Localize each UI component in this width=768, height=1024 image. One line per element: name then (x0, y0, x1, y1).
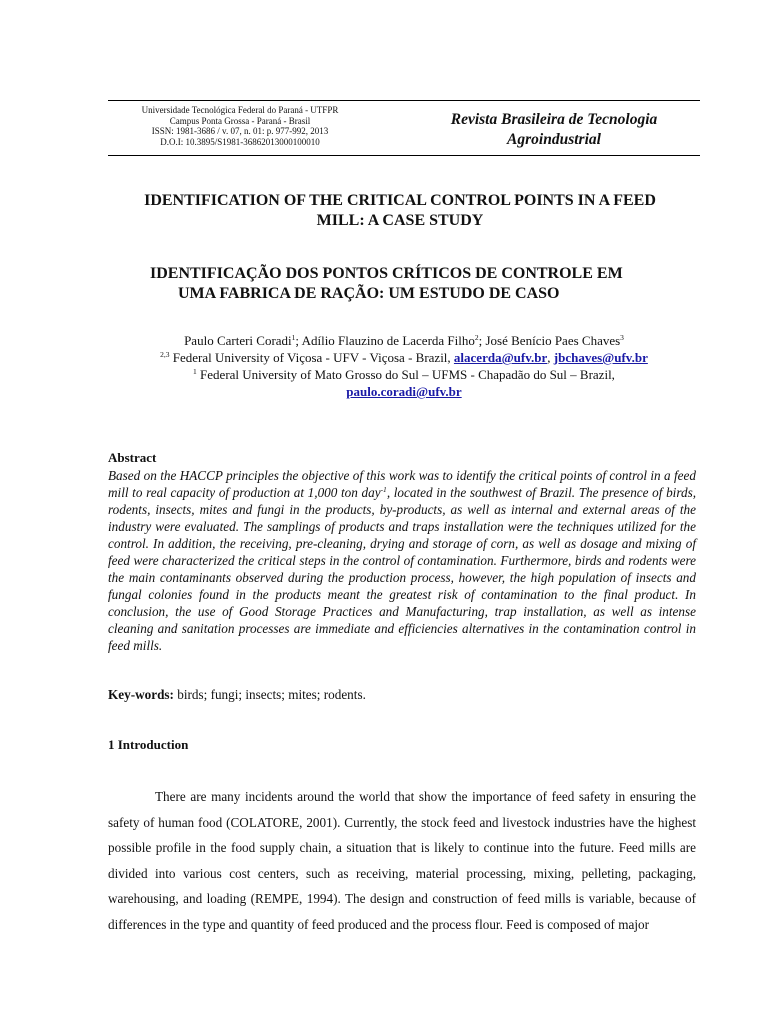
keywords-label: Key-words: (108, 687, 174, 702)
title-line2: MILL: A CASE STUDY (316, 212, 484, 229)
email-link[interactable]: alacerda@ufv.br (453, 350, 548, 365)
abstract-text-part2: , located in the southwest of Brazil. The presence of birds, rodents, insects, mites and fungi in the products, by-products, as well as internal and external areas of the industry were evaluated. The samplings of products and traps installation were the techniques utilized for the control. In addition, the receiving, pre-cleaning, drying and storage of corn, as well as dosage and mixing of feed were characterized the critical steps in the control of contamination. Furthermore, birds and rodents were the main contaminants observed during the production process, however, the high population of insects and fungal colonies found in the products meant the greatest risk of contamination to the final product. In conclusion, the use of Good Storage Practices and Manufacturing, trap installation, as well as intense cleaning and sanitation processes are immediate and efficiencies alternatives in the contamination control in feed mills. (108, 485, 696, 653)
affiliation-ufms (108, 366, 700, 383)
header-campus: Campus Ponta Grossa - Paraná - Brasil (169, 115, 311, 126)
affiliation-ufv (108, 349, 700, 366)
author-affiliation-mark: 1 (291, 333, 296, 342)
affiliation-text: Federal University of Mato Grosso do Sul – UFMS - Chapadão do Sul – Brazil, (196, 367, 615, 382)
header-publication-info (108, 105, 372, 147)
journal-name-line2: Agroindustrial (507, 131, 601, 148)
email-link[interactable]: paulo.coradi@ufv.br (346, 384, 462, 399)
abstract-text (108, 467, 696, 654)
journal-name (408, 110, 700, 150)
abstract-text-part1: Based on the HACCP principles the objective of this work was to identify the critical points of control in a feed mill to real capacity of production at 1,000 ton day (108, 468, 696, 500)
author-affiliation-mark: 3 (620, 333, 624, 342)
affiliation-separator: , (547, 350, 554, 365)
section-heading-introduction: 1 Introduction (108, 737, 189, 752)
author-name: José Benício Paes Chaves (485, 333, 621, 348)
introduction-paragraph: There are many incidents around the world that show the importance of feed safety in ensuring the safety of human food (COLATORE, 2001). Currently, the stock feed and livestock industries have the highest possible profile in the food supply chain, a situation that is likely to continue into the future. Feed mills are divided into various cost centers, such as receiving, material processing, mixing, pelleting, packaging, warehousing, and loading (REMPE, 1994). The design and construction of feed mills is variable, because of differences in the type and quantity of feed produced and the process flour. Feed is composed of major (108, 789, 696, 932)
header-doi: D.O.I: 10.3895/S1981-36862013000100010 (160, 136, 320, 147)
subtitle-line2: UMA FABRICA DE RAÇÃO: UM ESTUDO DE CASO (178, 285, 560, 302)
affiliation-mark: 2,3 (160, 350, 170, 359)
paper-title (100, 191, 700, 231)
paper-title-portuguese (150, 264, 710, 304)
author-separator: ; (295, 333, 302, 348)
title-line1: IDENTIFICATION OF THE CRITICAL CONTROL POINTS IN A FEED (144, 192, 656, 209)
keywords-text: birds; fungi; insects; mites; rodents. (173, 687, 366, 702)
author-name: Paulo Carteri Coradi (184, 333, 292, 348)
header-issn: ISSN: 1981-3686 / v. 07, n. 01: p. 977-992, 2013 (151, 126, 329, 136)
affiliation-mark: 1 (193, 367, 197, 376)
author-list (108, 332, 700, 349)
abstract-heading: Abstract (108, 450, 157, 465)
abstract-superscript: -1 (380, 485, 387, 494)
author-name: Adílio Flauzino de Lacerda Filho (301, 333, 475, 348)
journal-name-line1: Revista Brasileira de Tecnologia (450, 111, 658, 128)
authors-block (108, 332, 700, 400)
keywords (108, 686, 700, 703)
header-university: Universidade Tecnológica Federal do Paraná - UTFPR (141, 105, 339, 115)
author-affiliation-mark: 2 (474, 333, 479, 342)
author-separator: ; (478, 333, 486, 348)
affiliation-ufms-email (108, 383, 700, 400)
subtitle-line1: IDENTIFICAÇÃO DOS PONTOS CRÍTICOS DE CONTROLE EM (150, 265, 623, 282)
affiliation-text: Federal University of Viçosa - UFV - Viçosa - Brazil, (169, 350, 454, 365)
email-link[interactable]: jbchaves@ufv.br (553, 350, 648, 365)
journal-header (108, 100, 700, 156)
